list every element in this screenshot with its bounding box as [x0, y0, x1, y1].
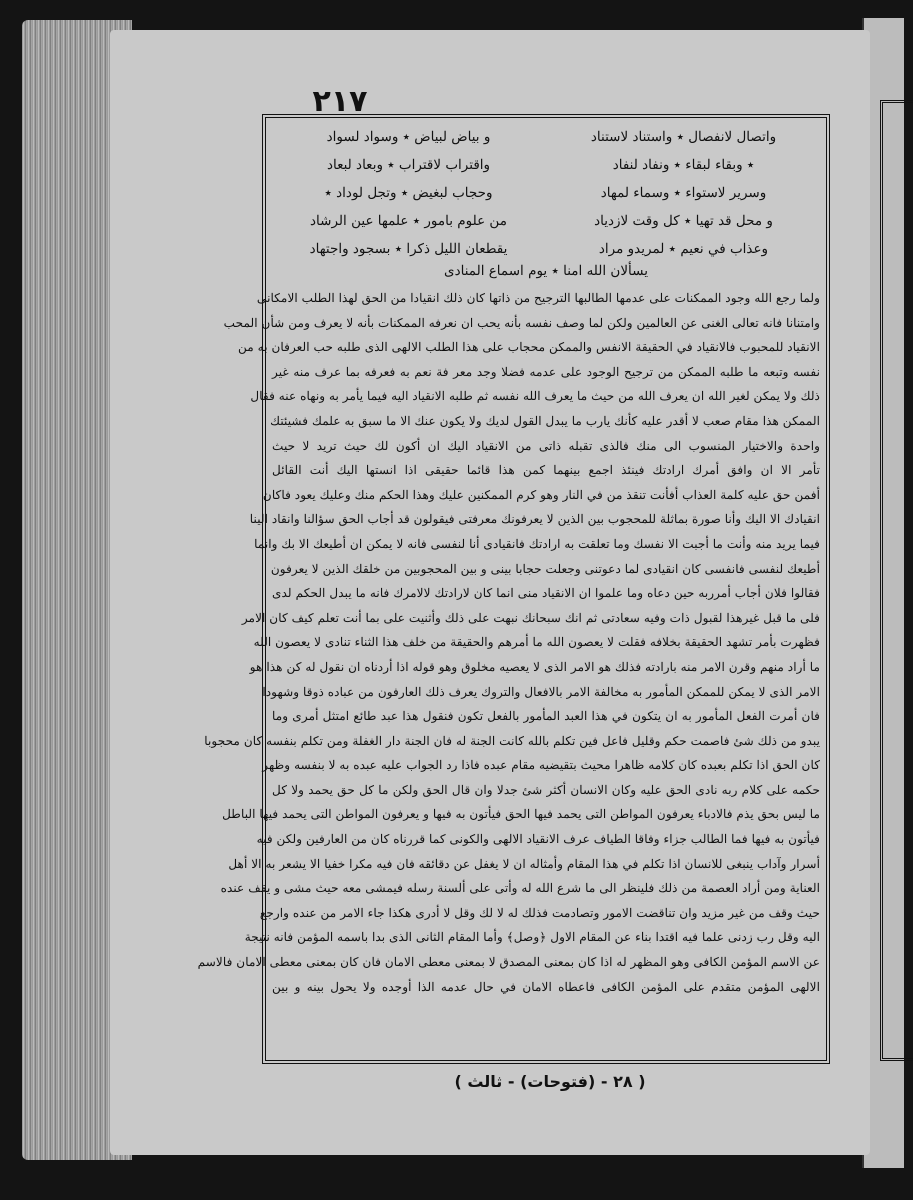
prose-line: ما أراد منهم وقرن الامر منه بارادته فذلك هو الامر الذى لا يعصيه مخلوق وهو قوله اذا أردناه ان نقول له كن هذا هو	[249, 659, 820, 674]
prose-line: أطيعك لنفسى فانفسى كان انقيادى لما دعوتنى وجعلت حجابا بينى و بين المحجوبين من خلقك الذين لا يعرفون	[270, 561, 820, 576]
prose-line: فلى ما قبل غيرهذا لقبول ذات وفيه سعادتى ثم انك سبحانك نبهت على ذلك وأثنيت على بما أنت تعلم كيف كان الامر	[241, 610, 820, 625]
prose-line: يبدو من ذلك شئ فاصمت حكم وقليل فاعل فين تكلم بالله كانت الجنة له فان الجنة دار الغفلة ومن تكلم بنفسه كان محجوبا	[204, 733, 820, 748]
prose-line: انقيادك الا اليك وأنا صورة بماثلة للمحجوب بين الذين لا يعرفونك معرفتى فيقولون قد أجاب الحق سؤالنا وانقاد الينا	[249, 512, 820, 527]
prose-line: الانقياد للمحبوب فالانقياد في الحقيقة الانفس والممكن محجاب على هذا الطلب الالهى الذى طلبه حب العرفان به من	[237, 340, 820, 355]
prose-line: حكمه على كلام ربه نادى الحق عليه وكان الانسان أكثر شئ جدلا وان قال الحق ولكن ما كل حق يحمد ولا كل	[272, 782, 820, 797]
verse-line: ٭ وبقاء لبقاء ٭ ونفاد لنفاد	[612, 157, 755, 173]
verse-line: و محل قد تهيا ٭ كل وقت لازدياد	[594, 213, 773, 229]
prose-line: فيأتون به فيها فما الطالب جزاء وفاقا الطياف عرف الانقياد الالهى والكونى كما قررناه كان من العارفين ولكن فيه	[256, 832, 820, 847]
verse-line: وعذاب في نعيم ٭ لمريدو مراد	[598, 241, 769, 257]
prose-line: وامتنانا فانه تعالى الغنى عن العالمين ولكن لما وصف نفسه بأنه يحب ان نعرفه الممكنات بأنه لا يعرف ومن شأن المحب	[223, 315, 820, 330]
prose-line: أسرار وآداب ينبغى للانسان اذا تكلم في هذا المقام وأمثاله ان لا يغفل عن دقائقه فان فيه مكرا خفيا الا يشعر به الا أهل	[228, 856, 820, 871]
text-frame	[197, 114, 830, 1064]
verse-line: وسرير لاستواء ٭ وسماء لمهاد	[600, 185, 767, 201]
prose-line: أفمن حق عليه كلمة العذاب أفأنت تنقذ من في النار وهو كرم الممكنين عليك وهذا الحكم منك وعليك يعود فاكان	[262, 487, 820, 502]
verse-line: يقطعان الليل ذكرا ٭ بسجود واجتهاد	[309, 241, 508, 257]
prose-line: كان الحق اذا تكلم بعبده كان كلامه ظاهرا محيث بتقيضيه مقام عبده فاذا رد الجواب عليه عبده به لا بنفسه وظهر	[262, 758, 820, 773]
prose-line: فظهرت بأمر تشهد الحقيقة بخلافه فقلت لا يعصون الله ما أمرهم والحقيقة من خلف هذا الثناء تنادى لا يعصون الله	[253, 635, 820, 650]
verse-line: وحجاب لبغيض ٭ وتجل لوداد ٭	[324, 185, 493, 201]
verse-final-line: يسألان الله امنا ٭ يوم اسماع المنادى	[444, 263, 648, 279]
page-number: ٢١٧	[312, 84, 368, 119]
prose-body	[197, 286, 820, 999]
prose-line: ما ليس بحق يذم فالادباء يعرفون المواطن التى يحمد فيها الحق فيأتون به فيها و يعرفون المواطن التى يحمد فيها الباطل	[222, 807, 820, 822]
prose-line: الالهى المؤمن متقدم على المؤمن الكافى فاعطاه الامان في حال عدمه الذا أوجده ولا يحول بينه و بين	[272, 979, 820, 994]
prose-line: عن الاسم المؤمن الكافى وهو المظهر له اذا كان بمعنى المصدق لا بمعنى معطى الامان فان كان بمعنى معطى الامان فالاسم	[197, 955, 820, 970]
prose-line: حيث وقف من غير مزيد وان تناقضت الامور وتصادمت فذلك له لا لك وقل لا أدرى هكذا جاء الامر من عنده وارجع	[259, 905, 820, 920]
adjacent-page-frame	[880, 100, 913, 1061]
prose-line: اليه وقل رب زدنى علما فيه اقتدا بناء عن المقام الاول ﴿وصل﴾ وأما المقام الثانى الذى بدا باسمه المؤمن فانه نتيجة	[244, 930, 820, 945]
prose-line: تأمر الا ان وافق أمرك ارادتك فينئذ اجمع بينهما كمن هذا قائما حقيقى اذا انستها اليك أنت القائل	[272, 463, 820, 478]
prose-line: ذلك ولا يمكن لغير الله ان يعرف الله من حيث ما يعرف الله نفسه ثم طلبه الانقياد اليه فيما يأمر به ونهاه عنه فقال	[250, 389, 820, 404]
prose-line: فيما يريد منه وأنت ما أجبت الا نفسك وما تعلقت به ارادتك فانقيادى أنا لنفسى فانه لا يمكن ان أطيعك الا بك وانما	[254, 536, 820, 551]
prose-line: الممكن هذا مقام صعب لا أقدر عليه كأنك يارب ما يبدل القول لديك ولا يكون عنك الا ما سبق به علمك فشيئتك	[270, 413, 820, 428]
prose-line: فان أمرت الفعل المأمور به ان يتكون في هذا العبد المأمور بالفعل تكون فنقول هذا عبد طائع امتثل أمرى وما	[272, 709, 820, 724]
prose-line: ولما رجع الله وجود الممكنات على عدمها الطالبها الترجيح من ذاتها كان ذلك انقيادا من الحق لهذا الطلب الامكانى	[256, 291, 820, 305]
verse-line: من علوم بامور ٭ علمها عين الرشاد	[310, 213, 507, 229]
prose-line: نفسه وتبعه ما طلبه الممكن من ترجيح الوجود على عدمه فضلا وجد معر فة نعم به فعرفه بما عرف منه غير	[272, 364, 820, 379]
verse-line: و بياض لبياض ٭ وسواد لسواد	[326, 129, 491, 145]
poem-verses	[272, 124, 820, 260]
verse-line: واتصال لانفصال ٭ واستناد لاستناد	[590, 129, 777, 145]
prose-line: واحدة والاختيار المنسوب الى منك فالذى تقبله ذاتى من الانقياد اليك ان أكون لك حيث تريد لا حيث	[272, 438, 820, 453]
prose-line: العناية ومن أراد العصمة من ذلك فلينظر الى ما شرع الله له وأتى على ألسنة رسله فيمشى معه حيث مشى و يقف عنده	[220, 881, 820, 896]
prose-line: فقالوا فلان أجاب أمرربه حين دعاه وما علموا ان الانقياد منى انما كان لارادتك لالامرك فانه ما يبدل الحكم لدى	[272, 586, 820, 601]
footer-signature: ( ٢٨ - (فتوحات) - ثالث )	[454, 1072, 646, 1091]
verse-line: واقتراب لاقتراب ٭ وبعاد لبعاد	[326, 157, 491, 173]
prose-line: الامر الذى لا يمكن للممكن المأمور به مخالفة الامر بالافعال والتروك يعرف ذلك العارفون من عباده ذوقا وشهودا	[262, 684, 820, 699]
